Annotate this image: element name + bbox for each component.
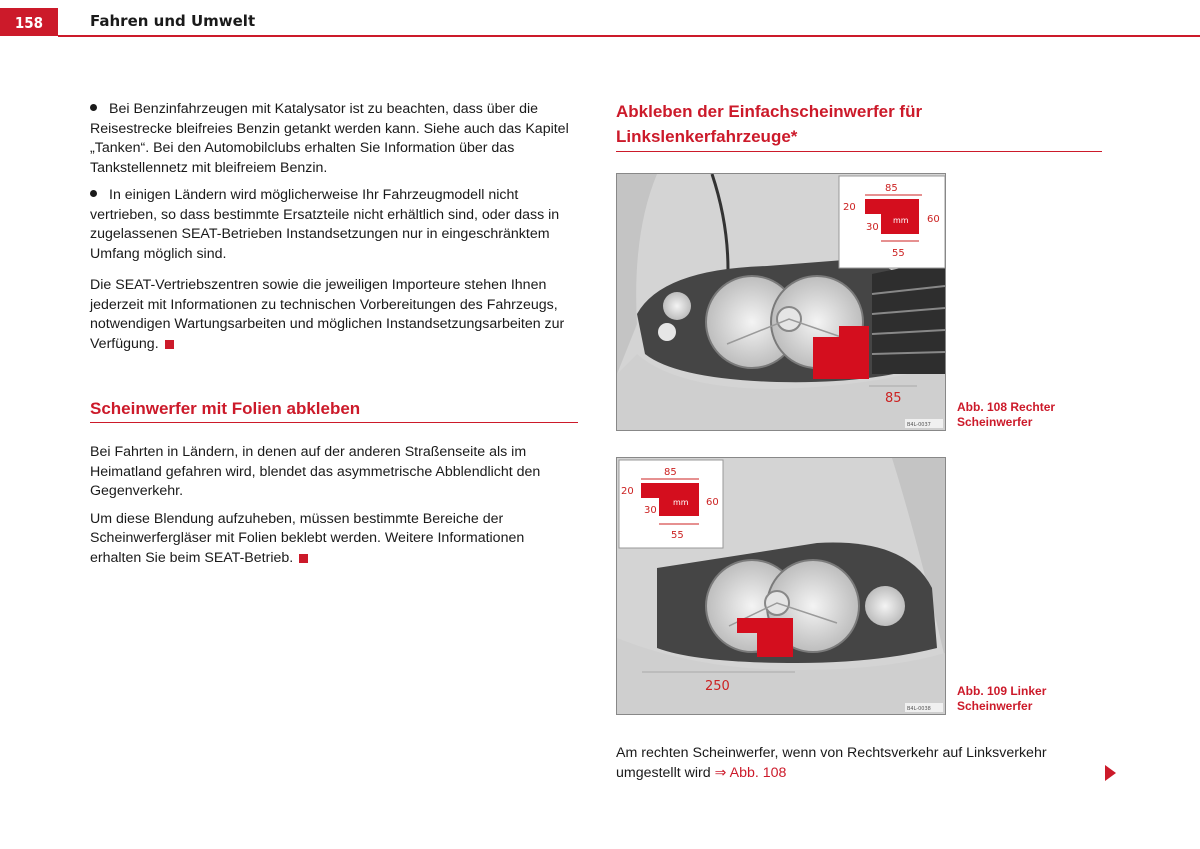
figure-109-left-headlight [616,457,946,715]
svg-text:mm: mm [673,498,689,507]
left-headlight-illustration [617,458,945,714]
svg-text:85: 85 [885,391,902,406]
section-rule [616,151,1102,152]
section-end-icon [165,340,174,349]
bullet-icon [90,190,97,197]
paragraph: Bei Fahrten in Ländern, in denen auf der anderen Straßenseite als im Heimatland gefahren wird, blendet das asymmetrische Abblendlicht den Gegenverkehr. [90,444,541,499]
section-title: Abkleben der Einfachscheinwerfer für Linkslenkerfahrzeuge* [616,102,923,146]
page-number: 158 [14,14,44,32]
svg-text:B4L-0038: B4L-0038 [907,706,931,712]
paragraph: Die SEAT-Vertriebszentren sowie die jeweiligen Importeure stehen Ihnen jederzeit mit Informationen zu technischen Vorbereitungen des Fahrzeugs, notwendigen Wartungsarbeiten und möglichen Instandsetzungsarbeiten zur Verfügung. [90,277,565,352]
svg-text:60: 60 [706,497,719,508]
svg-text:250: 250 [705,679,730,694]
header-rule [58,35,1200,37]
svg-text:mm: mm [893,216,909,225]
svg-text:20: 20 [843,202,856,213]
grille [872,259,945,374]
svg-text:20: 20 [621,486,634,497]
section-end-icon [299,554,308,563]
svg-text:55: 55 [671,530,684,541]
svg-text:30: 30 [866,222,879,233]
bullet-item: In einigen Ländern wird möglicherweise Ihr Fahrzeugmodell nicht vertrieben, so dass bestimmte Ersatzteile nicht erhältlich sind, oder dass in zugelassenen SEAT-Betrieben Instandsetzungen nur in eingeschränktem Umfang möglich sind. [90,187,560,262]
right-headlight-illustration [617,174,945,430]
svg-text:85: 85 [664,467,677,478]
figure-108-caption: Abb. 108 Rechter Scheinwerfer [957,400,1056,429]
svg-text:55: 55 [892,248,905,259]
figure-108-right-headlight [616,173,946,431]
section-rule [90,422,578,423]
svg-text:85: 85 [885,183,898,194]
svg-text:B4L-0037: B4L-0037 [907,422,931,428]
figure-reference-link[interactable]: ⇒ Abb. 108 [714,764,787,781]
next-page-arrow-icon [1105,765,1116,781]
bottom-paragraph: Am rechten Scheinwerfer, wenn von Rechtsverkehr auf Linksverkehr umgestellt wird ⇒ Abb. 108 [616,745,1047,781]
section-title: Scheinwerfer mit Folien abkleben [90,399,361,418]
right-column [616,99,1102,152]
svg-text:30: 30 [644,505,657,516]
bullet-item: Bei Benzinfahrzeugen mit Katalysator ist zu beachten, dass über die Reisestrecke bleifreies Benzin getankt werden kann. Siehe auch das Kapitel „Tanken“. Bei den Automobilclubs erhalten Sie Information über das Tankstellennetz mit bleifreiem Benzin. [90,101,569,176]
chapter-title: Fahren und Umwelt [90,12,256,30]
bullet-icon [90,104,97,111]
section-headlight-foil [90,397,578,576]
svg-text:60: 60 [927,214,940,225]
figure-109-caption: Abb. 109 Linker Scheinwerfer [957,684,1047,713]
paragraph: Um diese Blendung aufzuheben, müssen bestimmte Bereiche der Scheinwerfergläser mit Folien beklebt werden. Weitere Informationen erhalten Sie beim SEAT-Betrieb. [90,510,525,566]
left-column [90,100,578,362]
